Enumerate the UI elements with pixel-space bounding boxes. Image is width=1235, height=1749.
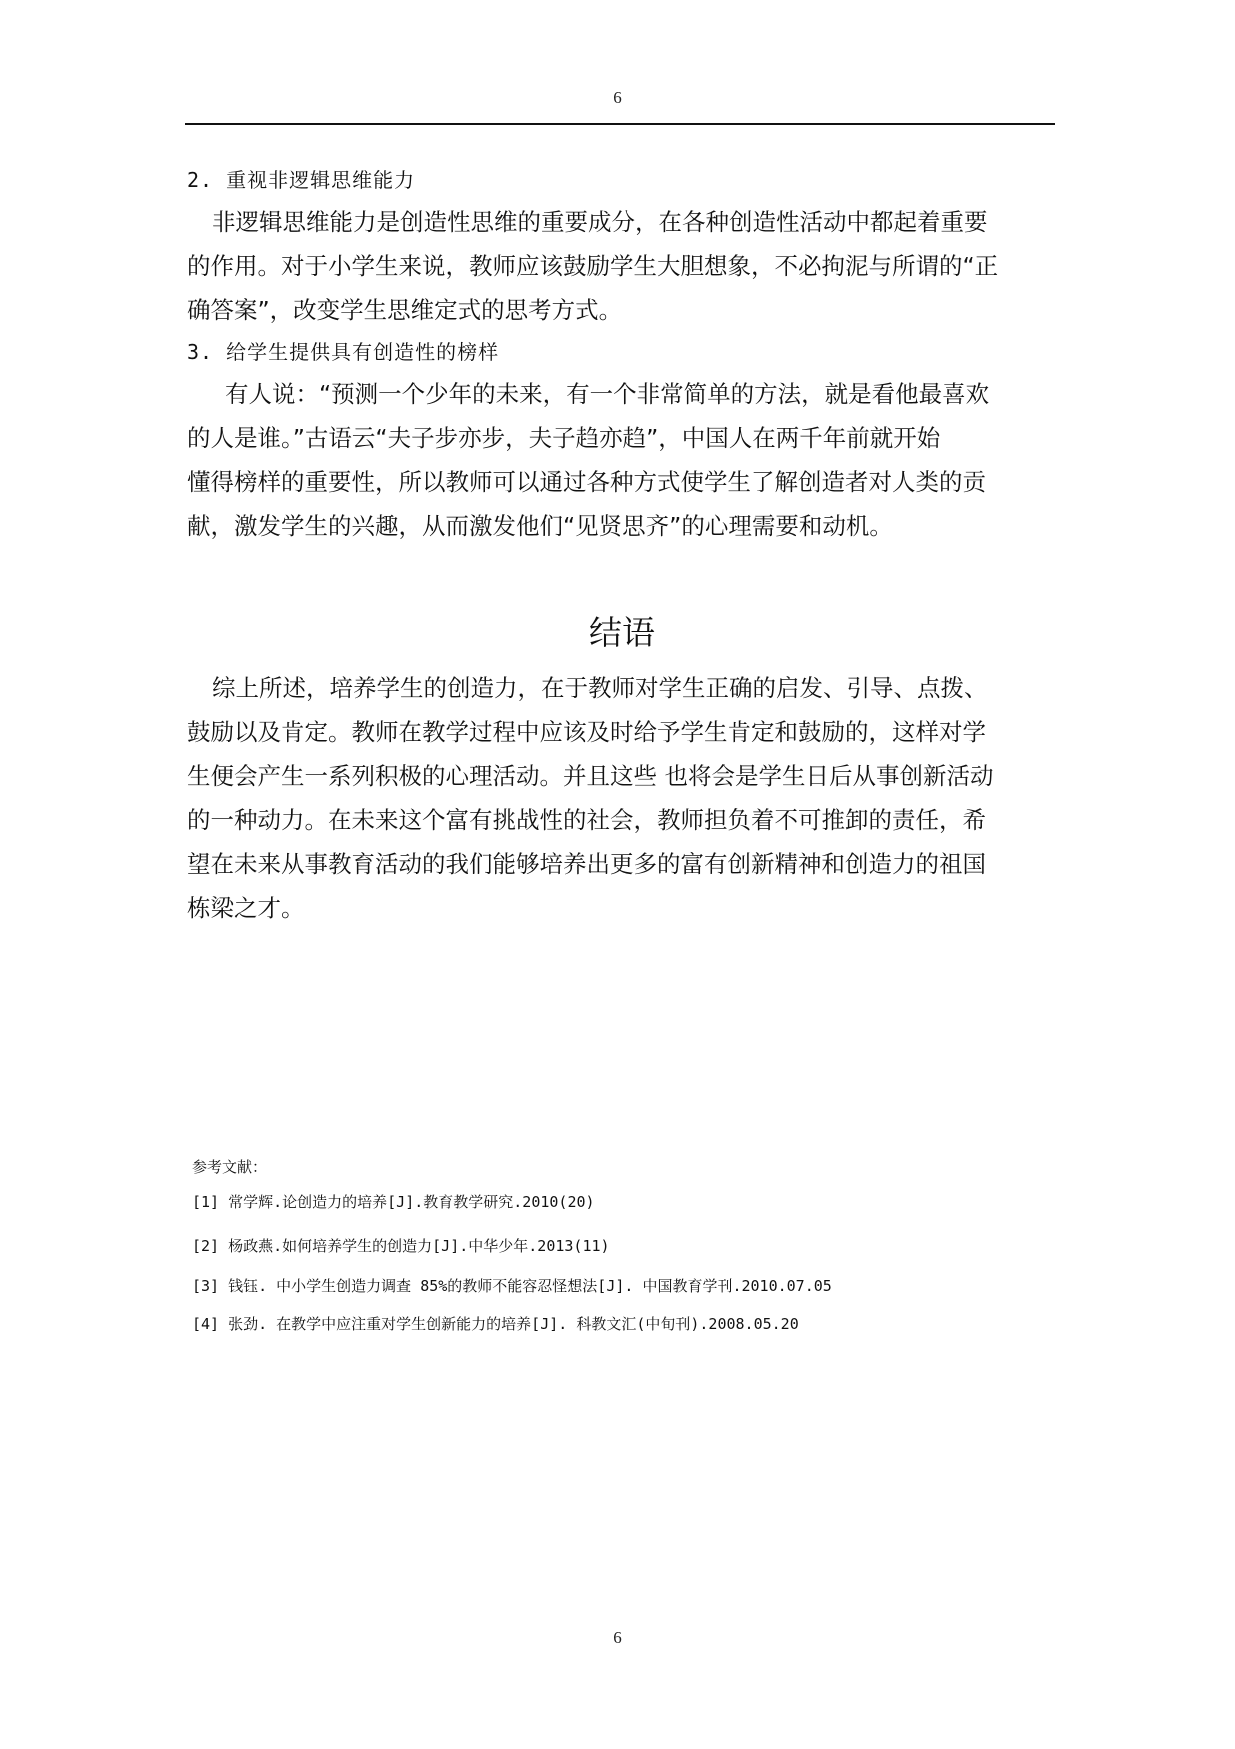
- conclusion-title: 结语: [589, 613, 655, 652]
- paragraph-line: 栋梁之才。: [187, 894, 305, 922]
- section-2-paragraph: [187, 200, 1057, 332]
- header-divider: [185, 123, 1055, 125]
- main-content: [187, 160, 1057, 930]
- section-3-heading: 3. 给学生提供具有创造性的榜样: [187, 340, 500, 364]
- paragraph-line: 献，激发学生的兴趣，从而激发他们“见贤思齐”的心理需要和动机。: [187, 512, 893, 540]
- paragraph-line: 生便会产生一系列积极的心理活动。并且这些 也将会是学生日后从事创新活动: [187, 762, 994, 790]
- reference-item: [1] 常学辉.论创造力的培养[J].教育教学研究.2010(20): [192, 1193, 595, 1211]
- paragraph-line: 的人是谁。”古语云“夫子步亦步，夫子趋亦趋”，中国人在两千年前就开始: [187, 424, 941, 452]
- references: [192, 1152, 1052, 1334]
- paragraph-line: 鼓励以及肯定。教师在教学过程中应该及时给予学生肯定和鼓励的，这样对学: [187, 718, 986, 746]
- header-page-number: 6: [613, 88, 622, 107]
- reference-item: [4] 张劲. 在教学中应注重对学生创新能力的培养[J]. 科教文汇(中旬刊).2008.05.20: [192, 1315, 799, 1333]
- paragraph-line: 有人说：“预测一个少年的未来，有一个非常简单的方法，就是看他最喜欢: [225, 380, 990, 408]
- conclusion-paragraph: [187, 666, 1057, 930]
- reference-item: [2] 杨政燕.如何培养学生的创造力[J].中华少年.2013(11): [192, 1237, 610, 1255]
- paragraph-line: 确答案”，改变学生思维定式的思考方式。: [187, 296, 623, 324]
- footer-page-number: 6: [613, 1628, 622, 1647]
- paragraph-line: 懂得榜样的重要性，所以教师可以通过各种方式使学生了解创造者对人类的贡: [187, 468, 986, 496]
- paragraph-line: 非逻辑思维能力是创造性思维的重要成分，在各种创造性活动中都起着重要: [212, 208, 988, 236]
- paragraph-line: 望在未来从事教育活动的我们能够培养出更多的富有创新精神和创造力的祖国: [187, 850, 986, 878]
- reference-item: [3] 钱钰. 中小学生创造力调查 85%的教师不能容忍怪想法[J]. 中国教育学刊.2010.07.05: [192, 1277, 832, 1295]
- section-2-heading: 2. 重视非逻辑思维能力: [187, 168, 416, 192]
- paragraph-line: 综上所述，培养学生的创造力，在于教师对学生正确的启发、引导、点拨、: [212, 674, 988, 702]
- paragraph-line: 的一种动力。在未来这个富有挑战性的社会，教师担负着不可推卸的责任，希: [187, 806, 986, 834]
- section-3-paragraph: [187, 372, 1057, 548]
- references-heading: 参考文献：: [192, 1158, 268, 1176]
- paragraph-line: 的作用。对于小学生来说，教师应该鼓励学生大胆想象，不必拘泥与所谓的“正: [187, 252, 999, 280]
